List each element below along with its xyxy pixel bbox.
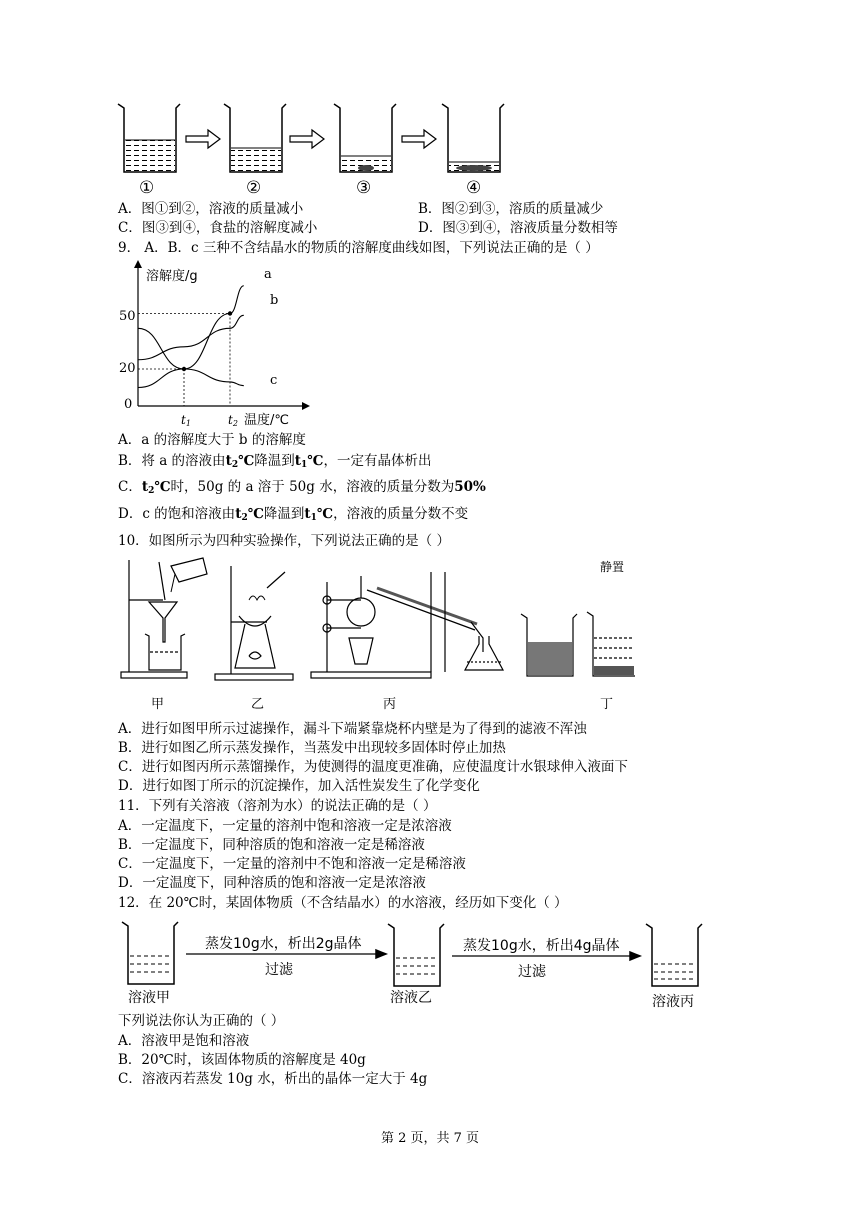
- q12-prompt: 下列说法你认为正确的（ ）: [118, 1013, 285, 1029]
- y-tick-0: 0: [124, 397, 133, 412]
- q10-option-b: B．进行如图乙所示蒸发操作，当蒸发中出现较多固体时停止加热: [118, 740, 506, 756]
- fig-label-ding: 丁: [600, 697, 614, 712]
- solution-jia-label: 溶液甲: [128, 990, 170, 1006]
- q9-option-c: C．$t_2℃$时，50g 的 a 溶于 50g 水，溶液的质量分数为50%: [118, 479, 486, 496]
- filtration-apparatus: [121, 558, 207, 678]
- step2-top-label: 蒸发10g水，析出4g晶体: [463, 938, 620, 954]
- q11-option-a: A．一定温度下，一定量的溶剂中饱和溶液一定是浓溶液: [118, 818, 452, 834]
- x-tick-t2: t2: [228, 413, 238, 428]
- q11-option-b: B．一定温度下，同种溶质的饱和溶液一定是稀溶液: [118, 837, 425, 853]
- series-label-b: b: [270, 293, 279, 308]
- q10-option-c: C．进行如图丙所示蒸馏操作，为使测得的温度更准确，应使温度计水银球伸入液面下: [118, 759, 628, 775]
- beaker-2: [224, 104, 286, 172]
- beaker-4: [442, 104, 504, 172]
- beaker-label-2: ②: [246, 178, 262, 198]
- q8-option-d: D．图③到④，溶液质量分数相等: [418, 220, 618, 236]
- series-label-a: a: [264, 267, 272, 282]
- series-label-c: c: [270, 373, 278, 388]
- fig-label-jia: 甲: [151, 697, 165, 712]
- q9-solubility-chart: [112, 258, 312, 430]
- fig-label-yi: 乙: [251, 697, 265, 712]
- q9-option-d: D．c 的饱和溶液由$t_2℃$降温到$t_1℃$，溶液的质量分数不变: [118, 506, 469, 523]
- q10-apparatus-figure: [115, 552, 635, 692]
- beaker-label-1: ①: [139, 178, 155, 198]
- beaker-3: [334, 104, 396, 172]
- x-axis-label: 温度/℃: [244, 413, 289, 428]
- static-label: 静置: [600, 560, 625, 574]
- q9-stem: 9． A．B．c 三种不含结晶水的物质的溶解度曲线如图，下列说法正确的是（ ）: [118, 240, 599, 256]
- y-tick-50: 50: [119, 309, 136, 324]
- q11-stem: 11．下列有关溶液（溶剂为水）的说法正确的是（ ）: [118, 798, 437, 814]
- q8-option-a: A．图①到②，溶液的质量减小: [118, 201, 304, 217]
- solution-bing-label: 溶液丙: [652, 994, 694, 1010]
- distillation-apparatus: [311, 572, 503, 678]
- q11-option-d: D．一定温度下，同种溶质的饱和溶液一定是浓溶液: [118, 875, 426, 891]
- y-axis-label: 溶解度/g: [146, 269, 198, 284]
- q9-option-a: A．a 的溶解度大于 b 的溶解度: [118, 432, 306, 448]
- beaker-label-3: ③: [356, 178, 372, 198]
- evaporation-apparatus: [215, 566, 293, 680]
- step2-bottom-label: 过滤: [518, 964, 546, 980]
- q12-stem: 12．在 20℃时，某固体物质（不含结晶水）的水溶液，经历如下变化（ ）: [118, 895, 568, 911]
- beaker-1: [118, 104, 180, 172]
- q12-option-c: C．溶液丙若蒸发 10g 水，析出的晶体一定大于 4g: [118, 1071, 428, 1087]
- q11-option-c: C．一定温度下，一定量的溶剂中不饱和溶液一定是稀溶液: [118, 856, 466, 872]
- y-tick-20: 20: [119, 361, 136, 376]
- q12-option-a: A．溶液甲是饱和溶液: [118, 1033, 250, 1049]
- x-tick-t1: t1: [181, 413, 191, 428]
- step1-top-label: 蒸发10g水，析出2g晶体: [205, 936, 362, 952]
- q8-option-b: B．图②到③，溶质的质量减少: [418, 201, 604, 217]
- q10-option-a: A．进行如图甲所示过滤操作，漏斗下端紧靠烧杯内壁是为了得到的滤液不浑浊: [118, 721, 587, 737]
- settling-apparatus: [521, 612, 635, 676]
- q10-stem: 10．如图所示为四种实验操作，下列说法正确的是（ ）: [118, 533, 450, 549]
- q10-option-d: D．进行如图丁所示的沉淀操作，加入活性炭发生了化学变化: [118, 778, 480, 794]
- q9-option-b: B．将 a 的溶液由$t_2℃$降温到$t_1℃$，一定有晶体析出: [118, 453, 432, 470]
- beaker-label-4: ④: [466, 178, 482, 198]
- step1-bottom-label: 过滤: [265, 962, 293, 978]
- q12-option-b: B．20℃时，该固体物质的溶解度是 40g: [118, 1052, 366, 1068]
- solution-yi-label: 溶液乙: [390, 990, 432, 1006]
- page-footer: 第 2 页，共 7 页: [380, 1131, 480, 1146]
- fig-label-bing: 丙: [383, 697, 397, 712]
- q8-option-c: C．图③到④，食盐的溶解度减小: [118, 220, 318, 236]
